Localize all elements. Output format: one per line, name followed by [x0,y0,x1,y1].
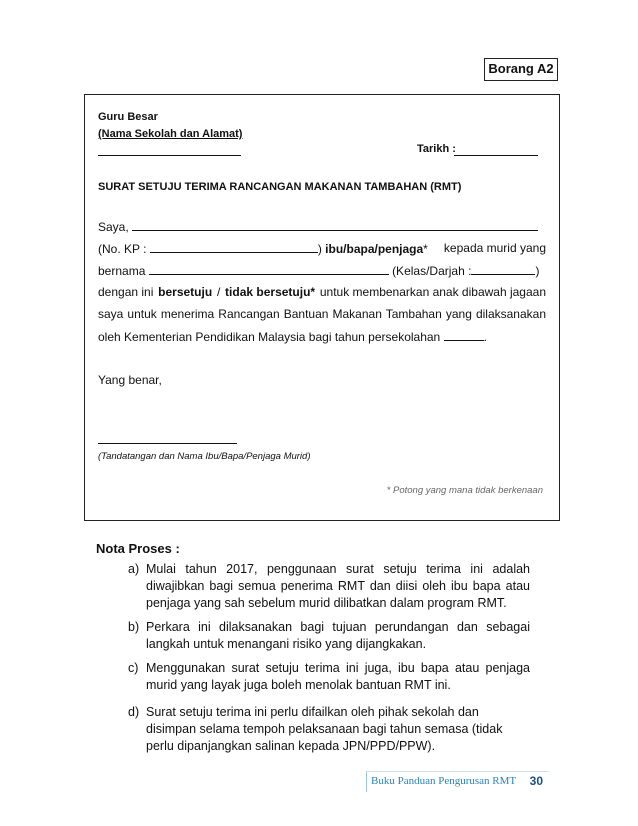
kelas-blank [471,263,535,275]
borang-label: Borang A2 [484,58,558,81]
note-text: Menggunakan surat setuju terima ini juga, ibu bapa atau penjaga murid yang layak juga boleh menolak bantuan RMT ini. [146,661,530,692]
name-blank [132,219,538,231]
signature-line [98,443,237,444]
note-item-c [128,660,530,694]
ibu-bapa-penjaga: ibu/bapa/penjaga [325,242,424,256]
kelas-close: ) [535,264,540,278]
no-kp-label: (No. KP : [98,242,147,256]
footer-title: Buku Panduan Pengurusan RMT [371,775,517,787]
asterisk: * [423,242,428,256]
tahun-end: . [483,330,487,344]
no-kp-close: ) [317,242,322,256]
dengan-ini-text: dengan ini [98,285,154,299]
potong-note: * Potong yang mana tidak berkenaan [386,485,543,496]
school-address-line [98,155,241,156]
guru-besar-label: Guru Besar [98,111,158,123]
form-line-5: saya untuk menerima Rancangan Bantuan Makanan Tambahan yang dilaksanakan [98,307,546,321]
slash-text: / [216,285,221,299]
saya-label: Saya, [98,220,129,234]
note-label: d) [128,705,140,719]
page-footer [366,771,549,792]
note-text: Mulai tahun 2017, penggunaan surat setuju terima ini adalah diwajibkan bagi semua penerima RMT dan diisi oleh ibu bapa atau penjaga yang sah sebelum murid dilibatkan dalam program RMT. [146,562,530,610]
note-item-a [128,561,530,612]
kelas-label: (Kelas/Darjah : [392,264,472,278]
no-kp-blank [150,241,318,253]
no-kp-row [98,241,546,256]
kepada-murid-text: kepada murid yang [443,241,546,255]
note-label: c) [128,661,139,675]
note-label: a) [128,562,140,576]
consent-form-box [84,94,560,521]
tarikh-line [454,155,538,156]
bersetuju-text: bersetuju [158,285,213,299]
saya-row [98,219,546,234]
nota-proses-title: Nota Proses : [96,541,180,556]
tidak-bersetuju-text: tidak bersetuju* [225,285,316,299]
tahun-text: oleh Kementerian Pendidikan Malaysia bagi tahun persekolahan [98,330,441,344]
child-name-blank [149,263,389,275]
dengan-ini-row [98,285,546,299]
note-text: Surat setuju terima ini perlu difailkan oleh pihak sekolah dan disimpan selama tempoh pelaksanaan bagi tahun semasa (tidak perlu dipanjangkan salinan kepada JPN/PPD/PPW). [146,705,503,753]
form-title: SURAT SETUJU TERIMA RANCANGAN MAKANAN TAMBAHAN (RMT) [98,181,462,193]
bernama-row [98,263,546,278]
note-item-b [128,619,530,653]
tahun-row [98,329,546,344]
bernama-label: bernama [98,264,146,278]
note-item-d [128,704,530,755]
tahun-blank [444,329,484,341]
note-text: Perkara ini dilaksanakan bagi tujuan perundangan dan sebagai langkah untuk menangani risiko yang dijangkakan. [146,620,530,651]
page-number: 30 [529,774,543,788]
tarikh-label: Tarikh : [417,143,456,155]
yang-benar: Yang benar, [98,373,162,387]
signature-caption: (Tandatangan dan Nama Ibu/Bapa/Penjaga Murid) [98,451,311,462]
note-label: b) [128,620,140,634]
untuk-membenarkan-text: untuk membenarkan anak dibawah jagaan [319,285,546,299]
school-name-label: (Nama Sekolah dan Alamat) [98,128,243,140]
